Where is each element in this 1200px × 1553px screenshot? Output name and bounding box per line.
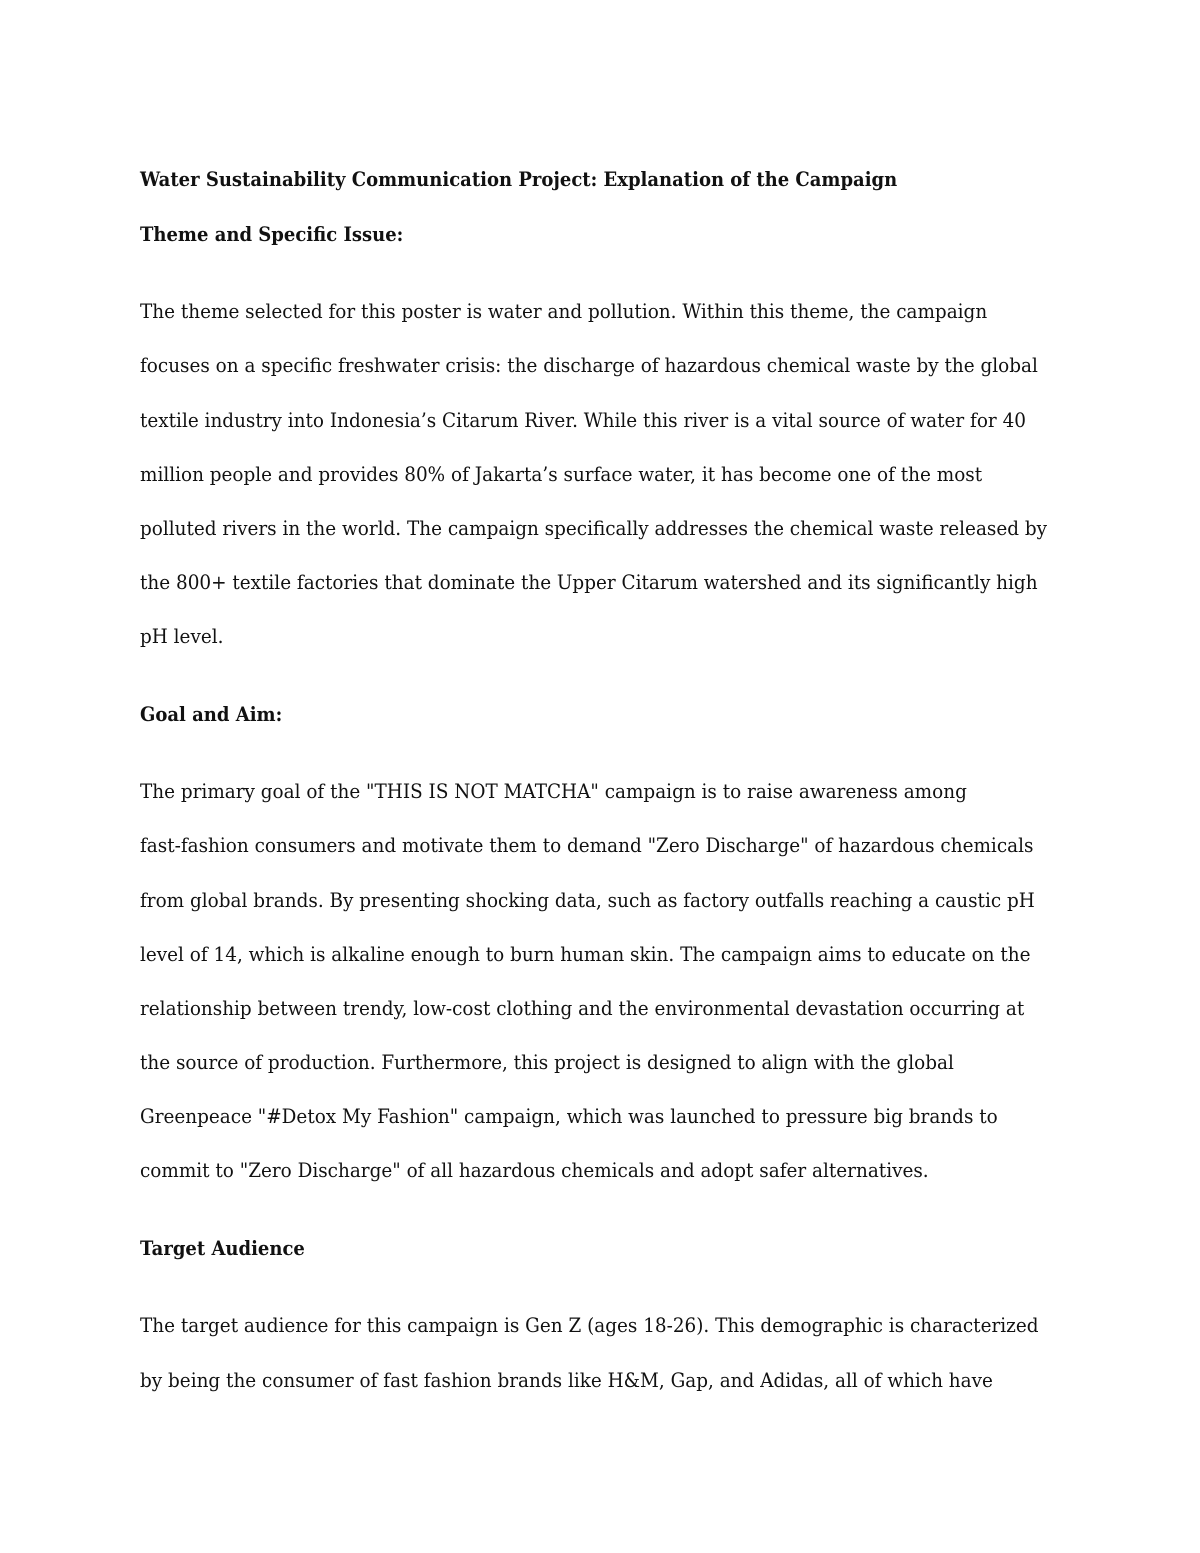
section-heading-audience: Target Audience [140,1236,305,1260]
paragraph-line: commit to "Zero Discharge" of all hazardous chemicals and adopt safer alternatives. [140,1158,929,1182]
document-title [140,165,1060,193]
paragraph-line: The theme selected for this poster is water and pollution. Within this theme, the campaign [140,299,988,323]
paragraph-line: million people and provides 80% of Jakarta’s surface water, it has become one of the most [140,462,983,486]
paragraph-line: from global brands. By presenting shocking data, such as factory outfalls reaching a caustic pH [140,888,1035,912]
paragraph-line: polluted rivers in the world. The campaign specifically addresses the chemical waste released by [140,516,1048,540]
paragraph-line: focuses on a specific freshwater crisis: the discharge of hazardous chemical waste by the global [140,353,1038,377]
paragraph-line: The primary goal of the "THIS IS NOT MATCHA" campaign is to raise awareness among [140,779,967,803]
paragraph-line: by being the consumer of fast fashion brands like H&M, Gap, and Adidas, all of which have [140,1368,993,1392]
paragraph-line: textile industry into Indonesia’s Citarum River. While this river is a vital source of water for 40 [140,408,1026,432]
section-heading-theme: Theme and Specific Issue: [140,222,404,246]
paragraph-line: Greenpeace "#Detox My Fashion" campaign, which was launched to pressure big brands to [140,1104,998,1128]
paragraph-line: The target audience for this campaign is Gen Z (ages 18-26). This demographic is characterized [140,1313,1039,1337]
paragraph-line: relationship between trendy, low-cost clothing and the environmental devastation occurring at [140,996,1025,1020]
paragraph-line: fast-fashion consumers and motivate them to demand "Zero Discharge" of hazardous chemicals [140,833,1034,857]
paragraph-line: level of 14, which is alkaline enough to burn human skin. The campaign aims to educate on the [140,942,1031,966]
paragraph-line: the 800+ textile factories that dominate the Upper Citarum watershed and its significantly high [140,570,1038,594]
paragraph-line: pH level. [140,624,224,648]
document-title-text: Water Sustainability Communication Project: Explanation of the Campaign [140,167,898,191]
section-heading-goal: Goal and Aim: [140,702,283,726]
paragraph-line: the source of production. Furthermore, this project is designed to align with the global [140,1050,954,1074]
